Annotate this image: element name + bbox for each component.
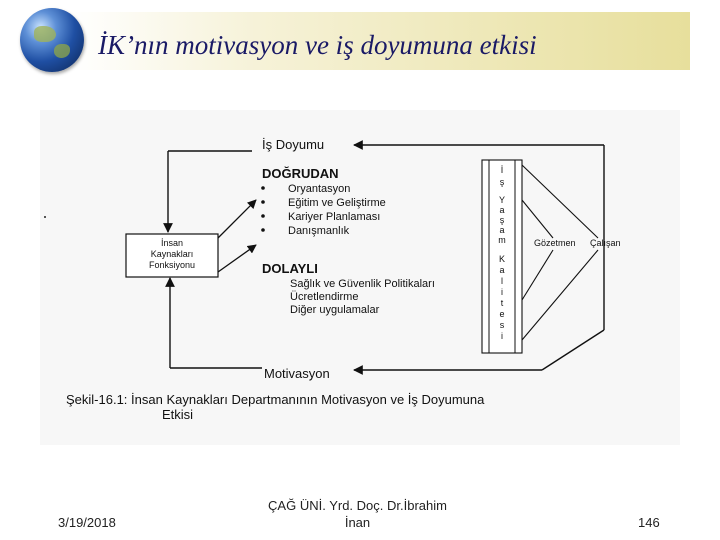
box-arrows [218, 200, 256, 272]
vertical-letter: K [498, 254, 506, 264]
dolayli-item: Sağlık ve Güvenlik Politikaları [290, 278, 435, 290]
dolayli-heading: DOLAYLI [262, 261, 318, 276]
relation-lines [522, 165, 598, 340]
dogrudan-list [261, 183, 386, 237]
vertical-letter: ş [499, 215, 505, 225]
footer-author [255, 497, 460, 531]
vertical-letter: i [501, 287, 503, 297]
gozetmen-label: Gözetmen [534, 238, 576, 248]
dogrudan-item: Danışmanlık [288, 225, 350, 237]
figure-caption-line-2: Etkisi [162, 407, 194, 422]
vertical-letter: ş [499, 177, 505, 187]
dogrudan-heading: DOĞRUDAN [262, 166, 339, 181]
dolayli-item: Ücretlendirme [290, 291, 359, 303]
feedback-loop [354, 145, 604, 370]
footer-page-number: 146 [638, 515, 660, 530]
vertical-letter: a [499, 265, 505, 275]
vertical-letter: s [499, 320, 505, 330]
ik-box-line-1: İnsan [160, 238, 184, 248]
footer-date: 3/19/2018 [58, 515, 116, 530]
dogrudan-item: Kariyer Planlaması [288, 211, 381, 223]
footer-author-line-2: İnan [344, 515, 371, 530]
vertical-letter: e [499, 309, 505, 319]
footer-author-line-1: ÇAĞ ÜNİ. Yrd. Doç. Dr.İbrahim [268, 498, 447, 513]
dogrudan-item: Oryantasyon [288, 183, 351, 195]
vertical-letter: m [498, 235, 506, 245]
dolayli-item: Diğer uygulamalar [290, 304, 380, 316]
dogrudan-item: Eğitim ve Geliştirme [288, 197, 386, 209]
vertical-letter: İ [500, 165, 504, 175]
vertical-letter: i [501, 331, 503, 341]
vertical-letter: a [499, 205, 505, 215]
vertical-letter: l [501, 276, 503, 286]
vertical-letter: a [499, 225, 505, 235]
ik-box-line-3: Fonksiyonu [148, 260, 196, 270]
is-doyumu-label: İş Doyumu [262, 137, 325, 152]
motivasyon-label: Motivasyon [264, 366, 330, 381]
vertical-letter: t [500, 298, 504, 308]
ik-box-line-2: Kaynakları [150, 249, 194, 259]
vertical-letter: Y [498, 195, 506, 205]
slide-title: İK’nın motivasyon ve iş doyumuna etkisi [98, 30, 537, 60]
calisan-label: Çalışan [590, 238, 621, 248]
figure-caption-line-1: Şekil-16.1: İnsan Kaynakları Departmanının Motivasyon ve İş Doyumuna [66, 392, 485, 407]
